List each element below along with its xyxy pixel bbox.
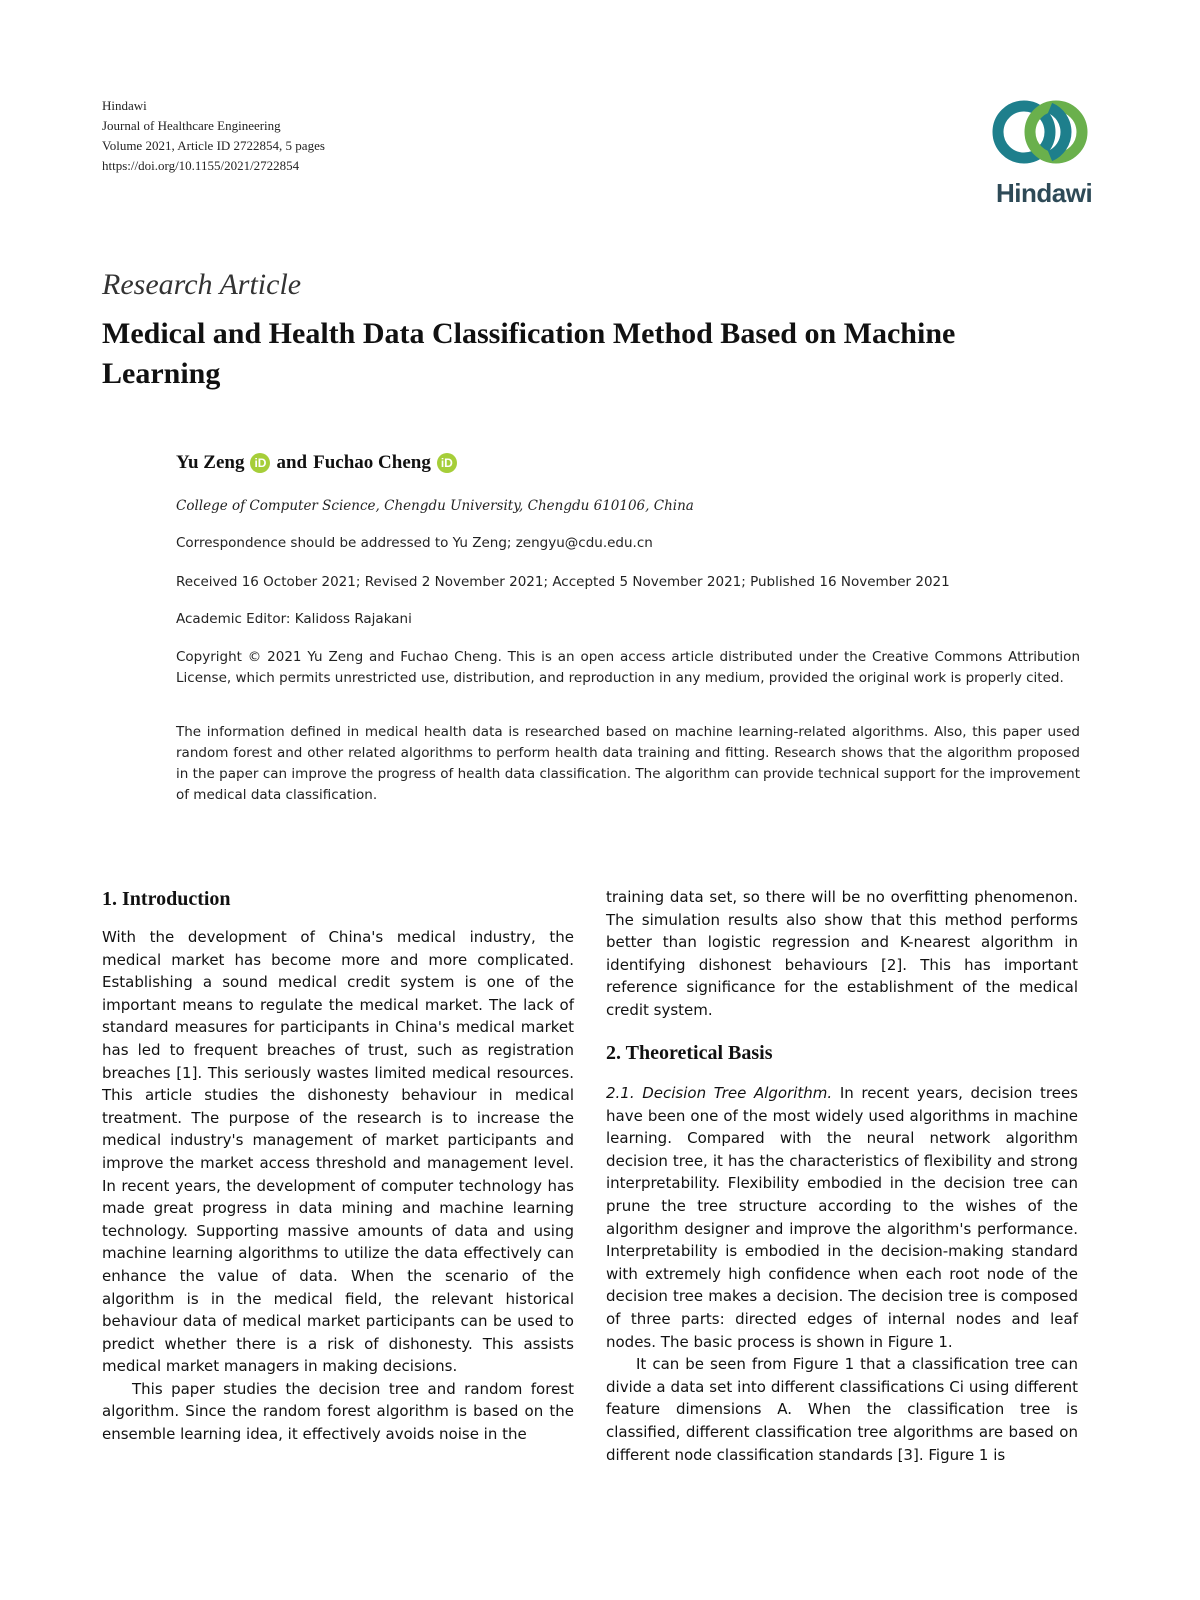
section-heading: 1. Introduction xyxy=(102,888,231,910)
paragraph: It can be seen from Figure 1 that a classification tree can divide a data set into different classifications Ci using different feature dimensions A. When the classification tree is classified, different classification tree algorithms are based on different node classification standards [3]. Figure 1 is xyxy=(606,1355,1078,1464)
article-type: Research Article xyxy=(102,268,302,301)
right-column-top xyxy=(606,886,1078,1022)
academic-editor: Academic Editor: Kalidoss Rajakani xyxy=(176,611,412,627)
orcid-icon[interactable]: iD xyxy=(250,453,270,473)
article-title: Medical and Health Data Classification Method Based on Machine Learning xyxy=(102,317,956,390)
paragraph: training data set, so there will be no overfitting phenomenon. The simulation results also show that this method performs better than logistic regression and K-nearest algorithm in identifying dishonest behaviours [2]. This has important reference significance for the establishment of the medical credit system. xyxy=(606,888,1078,1019)
author-name: Fuchao Cheng xyxy=(313,452,431,473)
publication-dates: Received 16 October 2021; Revised 2 November 2021; Accepted 5 November 2021; Published 16 November 2021 xyxy=(176,574,950,590)
journal-header xyxy=(102,96,325,176)
subsection-title: 2.1. Decision Tree Algorithm. xyxy=(606,1084,833,1102)
copyright-notice: Copyright © 2021 Yu Zeng and Fuchao Cheng. This is an open access article distributed under the Creative Commons Attribution License, which permits unrestricted use, distribution, and reproduction in any medium, provided the original work is properly cited. xyxy=(176,649,1080,686)
doi-link[interactable]: https://doi.org/10.1155/2021/2722854 xyxy=(102,158,300,173)
section-heading: 2. Theoretical Basis xyxy=(606,1042,773,1064)
volume-info: Volume 2021, Article ID 2722854, 5 pages xyxy=(102,138,325,153)
paragraph: This paper studies the decision tree and random forest algorithm. Since the random forest algorithm is based on the ensemble learning idea, it effectively avoids noise in the xyxy=(102,1379,574,1444)
paragraph xyxy=(606,1082,1078,1353)
logo-text: Hindawi xyxy=(996,178,1093,208)
paragraph: With the development of China's medical industry, the medical market has become more and more complicated. Establishing a sound medical credit system is one of the important means to regulate the medical market. The lack of standard measures for participants in China's medical market has led to frequent breaches of trust, such as registration breaches [1]. This seriously wastes limited medical resources. This article studies the dishonesty behaviour in medical treatment. The purpose of the research is to increase the medical industry's management of market participants and improve the market access threshold and management level. In recent years, the development of computer technology has made great progress in data mining and machine learning technology. Supporting massive amounts of data and using machine learning algorithms to utilize the data effectively can enhance the value of data. When the scenario of the algorithm is in the medical field, the relevant historical behaviour data of medical market participants can be used to predict whether there is a risk of dishonesty. This assists medical market managers in making decisions. xyxy=(102,928,574,1376)
journal-name: Journal of Healthcare Engineering xyxy=(102,118,281,133)
left-column xyxy=(102,926,574,1446)
right-column-bottom xyxy=(606,1082,1078,1466)
author-conjunction: and xyxy=(276,452,308,473)
affiliation: College of Computer Science, Chengdu University, Chengdu 610106, China xyxy=(176,498,694,514)
paragraph-text: In recent years, decision trees have been one of the most widely used algorithms in machine learning. Compared with the neural network algorithm decision tree, it has the characteristics of flexibility and strong interpretability. Flexibility embodied in the decision tree can prune the tree structure according to the wishes of the algorithm designer and improve the algorithm's performance. Interpretability is embodied in the decision-making standard with extremely high confidence when each root node of the decision tree makes a decision. The decision tree is composed of three parts: directed edges of internal nodes and leaf nodes. The basic process is shown in Figure 1. xyxy=(606,1084,1078,1351)
correspondence: Correspondence should be addressed to Yu Zeng; zengyu@cdu.edu.cn xyxy=(176,535,653,551)
publisher-name: Hindawi xyxy=(102,98,147,113)
abstract: The information defined in medical health data is researched based on machine learning-related algorithms. Also, this paper used random forest and other related algorithms to perform health data training and fitting. Research shows that the algorithm proposed in the paper can improve the progress of health data classification. The algorithm can provide technical support for the improvement of medical data classification. xyxy=(176,724,1080,803)
orcid-icon[interactable]: iD xyxy=(437,453,457,473)
author-list xyxy=(176,452,457,474)
author-name: Yu Zeng xyxy=(176,452,245,473)
